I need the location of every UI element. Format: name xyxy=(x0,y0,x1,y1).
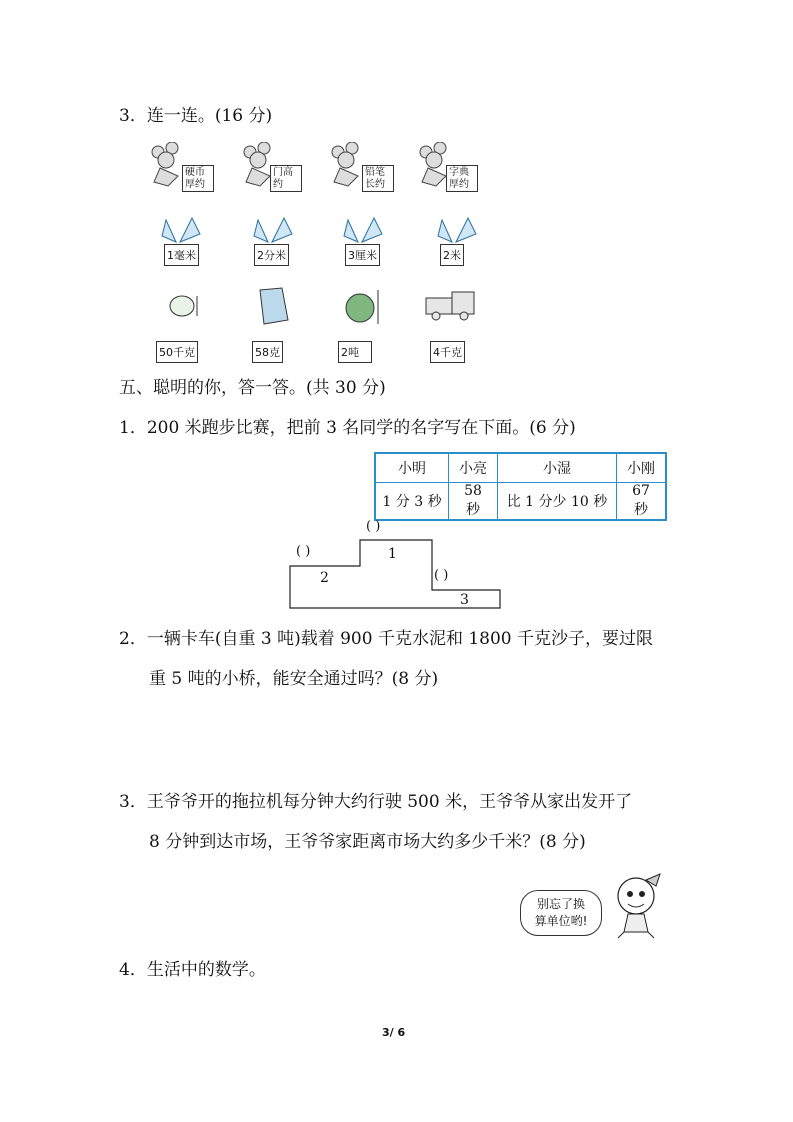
q5-4-text: 4．生活中的数学。 xyxy=(119,960,266,980)
name-cell: 小湿 xyxy=(498,453,617,483)
weight-tag-2t: 2吨 xyxy=(338,341,372,363)
q5-3-line2: 8 分钟到达市场，王爷爷家距离市场大约多少千米？(8 分) xyxy=(149,832,586,852)
table-row-names xyxy=(375,453,666,483)
length-tag-1mm: 1毫米 xyxy=(164,244,199,266)
time-cell: 58 秒 xyxy=(449,483,498,521)
podium-second-label: 2 xyxy=(320,570,329,586)
name-cell: 小明 xyxy=(375,453,449,483)
objects-row-illustration xyxy=(160,284,490,328)
mouse-tag-dictionary: 字典厚约 xyxy=(446,165,478,192)
name-cell: 小亮 xyxy=(449,453,498,483)
cartoon-mascot-icon xyxy=(606,868,670,942)
q5-3-line1: 3．王爷爷开的拖拉机每分钟大约行驶 500 米，王爷爷从家出发开了 xyxy=(119,792,633,812)
podium-first-label: 1 xyxy=(388,546,397,562)
podium-third-label: 3 xyxy=(460,592,469,608)
time-cell: 比 1 分少 10 秒 xyxy=(498,483,617,521)
page-number: 3/ 6 xyxy=(382,1026,406,1039)
hint-speech-bubble xyxy=(520,890,602,936)
podium-blank-third[interactable]: ( ) xyxy=(434,568,449,583)
time-cell: 1 分 3 秒 xyxy=(375,483,449,521)
podium-blank-second[interactable]: ( ) xyxy=(296,544,311,559)
rice-bag-icon xyxy=(260,288,288,324)
hint-line1: 别忘了换 xyxy=(536,897,585,911)
mouse-tag-pencil: 铅笔长约 xyxy=(362,165,394,192)
length-tag-3cm: 3厘米 xyxy=(345,244,380,266)
mouse-tag-coin: 硬币厚约 xyxy=(182,165,214,192)
section5-title: 五、聪明的你，答一答。(共 30 分) xyxy=(119,378,386,398)
mouse-tag-door: 门高约 xyxy=(270,165,302,192)
q5-2-line1: 2．一辆卡车(自重 3 吨)载着 900 千克水泥和 1800 千克沙子，要过限 xyxy=(119,629,654,649)
name-cell: 小刚 xyxy=(617,453,667,483)
race-results-table xyxy=(374,452,667,521)
length-tag-2dm: 2分米 xyxy=(254,244,289,266)
hint-line2: 算单位哟! xyxy=(534,914,588,928)
time-cell: 67 秒 xyxy=(617,483,667,521)
q5-1-text: 1．200 米跑步比赛，把前 3 名同学的名字写在下面。(6 分) xyxy=(119,418,576,438)
weight-tag-50kg: 50千克 xyxy=(156,341,198,363)
egg-icon xyxy=(170,296,194,316)
watermelon-icon xyxy=(346,294,374,322)
truck-icon xyxy=(426,292,474,320)
table-row-times xyxy=(375,483,666,521)
weight-tag-58g: 58克 xyxy=(252,341,283,363)
length-tag-2m: 2米 xyxy=(440,244,464,266)
weight-tag-4kg: 4千克 xyxy=(430,341,465,363)
q5-2-line2: 重 5 吨的小桥，能安全通过吗？(8 分) xyxy=(149,669,439,689)
podium-blank-first[interactable]: ( ) xyxy=(366,519,381,534)
q3-title: 3．连一连。(16 分) xyxy=(119,106,273,126)
